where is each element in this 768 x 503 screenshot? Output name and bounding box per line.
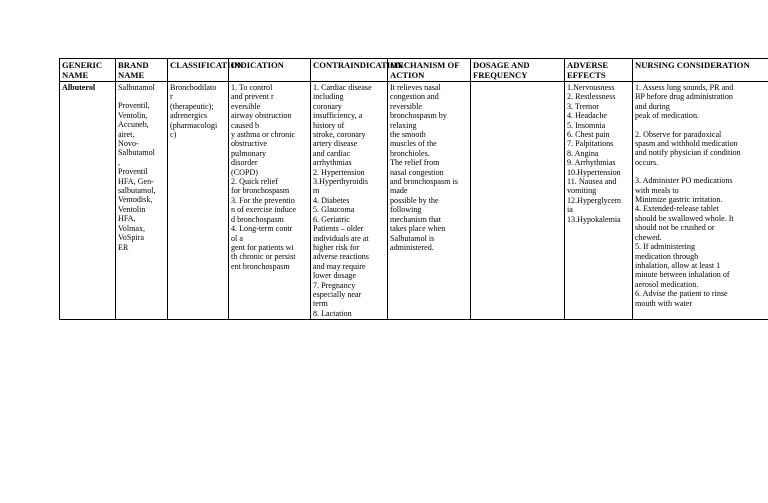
cell-line: the smooth [390,130,426,140]
cell-line: Salbutamol is [390,233,435,243]
cell-line: Salbutamol [118,83,155,92]
cell-line: Minimize gastric irritation. [635,195,723,205]
cell-line: ol a [231,233,243,243]
cell-line: chewed. [635,232,662,242]
cell-line: 7. Pregnancy [313,280,356,290]
cell-line: Ventodisk, [118,195,153,205]
cell-line: stroke, coronary [313,130,366,140]
cell-line: ia [567,205,573,215]
cell-line: following [390,205,422,215]
cell-line: th chronic or persist [231,252,296,262]
header-mechanism: MECHANISM OF ACTION [388,59,471,82]
cell-line: 4. Headache [567,111,607,121]
cell-line: 1.Nervousness [567,83,615,92]
cell-line: with meals to [635,185,679,195]
cell-line: n of exercise induce [231,205,296,215]
cell-line [635,167,768,176]
cell-line: aerosol medication. [635,279,699,289]
cell-line: insufficiency, a [313,111,363,121]
header-brand-name: BRAND NAME [116,59,168,82]
cell-line [635,121,768,130]
cell-line: 2. Hypertension [313,167,365,177]
cell-line: possible by the [390,195,439,205]
cell-line: airet, [118,129,135,139]
header-row [60,59,768,82]
cell-line: (COPD) [231,167,258,177]
cell-line: Ventolin, [118,110,148,120]
cell-line: should be swallowed whole. It [635,213,734,223]
cell-line: VoSpira [118,233,144,243]
cell-line: 10.Hypertension [567,167,621,177]
classification-cell [168,82,229,320]
cell-line: caused b [231,120,260,130]
cell-line: Bronchodilato [170,83,217,92]
header-indication: INDICATION [229,59,311,82]
cell-line: and during [635,101,670,111]
cell-line: 12.Hyperglycem [567,195,622,205]
cell-line: Ventolin [118,204,146,214]
cell-line: takes place when [390,224,446,234]
generic-name-cell [60,82,116,320]
cell-line: 4. Diabetes [313,195,350,205]
cell-line: 5. If administering [635,242,696,252]
cell-line: ER [118,242,129,252]
cell-line: Proventil [118,167,148,177]
cell-line: 2. Observe for paradoxical [635,129,722,139]
cell-line: 2. Quick relief [231,177,278,187]
cell-line: administered. [390,242,434,252]
cell-line: individuals are at [313,233,369,243]
cell-line: eversible [231,101,261,111]
cell-line: airway obstruction [231,111,292,121]
cell-line: 1. Assess lung sounds, PR and [635,83,734,92]
cell-line: The relief from [390,158,440,168]
drug-row [60,82,768,320]
cell-line: term [313,299,328,309]
cell-line: lower dosage [313,271,356,281]
cell-line: and bronchospasm is [390,177,458,187]
cell-line: 8. Lactation [313,308,352,318]
cell-line: d bronchospasm [231,214,284,224]
cell-line: peak of medication. [635,111,700,121]
cell-line: 3. Administer PO medications [635,176,733,186]
cell-line: mouth with water [635,298,693,308]
cell-line: vomiting [567,186,597,196]
cell-line: higher risk for [313,242,360,252]
cell-line: nasal congestion [390,167,444,177]
cell-line: and prevent r [231,92,274,102]
cell-line: 4. Long-term contr [231,224,293,234]
cell-line: (therapeutic); [170,101,214,111]
cell-line: bronchioles. [390,148,430,158]
cell-line: 2. Restlessness [567,92,616,102]
cell-line: 3. Tremor [567,101,599,111]
cell-line: 13.Hypokalemia [567,214,621,224]
cell-line: 6. Chest pain [567,130,610,140]
cell-line: relaxing [390,120,417,130]
cell-line: , [118,157,121,167]
cell-line: congestion and [390,92,439,102]
cell-line: (pharmacologi [170,120,218,130]
cell-line: especially near [313,289,362,299]
cell-line: adrenergics [170,111,208,121]
cell-line: It relieves nasal [390,83,441,92]
cell-line: 1. To control [231,83,273,92]
cell-line: HFA, Gen- [118,176,154,186]
cell-line: obstructive [231,139,267,149]
generic-name: Albuterol [62,83,96,92]
cell-line: minute between inhalation of [635,270,730,280]
drug-study-sheet [59,58,768,320]
cell-line: coronary [313,101,342,111]
cell-line: 4. Extended-release tablet [635,204,719,214]
cell-line: salbutamol, [118,186,156,196]
cell-line: 9. Arrhythmias [567,158,616,168]
brand-name-cell [116,82,168,320]
cell-line: 11. Nausea and [567,177,617,187]
cell-line: reversible [390,101,422,111]
cell-line: history of [313,120,345,130]
cell-line: 6. Advise the patient to rinse [635,289,728,299]
header-nursing-consideration: NURSING CONSIDERATION [633,59,768,82]
cell-line: occurs. [635,157,659,167]
cell-line: muscles of the [390,139,437,149]
cell-line: y asthma or chronic [231,130,296,140]
cell-line: BP before drug administration [635,92,733,102]
cell-line: gent for patients wi [231,242,294,252]
cell-line: mechanism that [390,214,442,224]
cell-line: m [313,186,320,196]
cell-line: Volmax, [118,223,146,233]
cell-line: 3. For the preventio [231,195,295,205]
cell-line: 7. Palpitations [567,139,614,149]
cell-line: and notify physician if condition [635,148,741,158]
cell-line: adverse reactions [313,252,369,262]
header-classification: CLASSIFICATION [168,59,229,82]
cell-line: r [170,92,173,102]
cell-line: 3.Hyperthyroidis [313,177,369,187]
cell-line: 6. Geriatric [313,214,350,224]
contraindication-cell [311,82,388,320]
cell-line: disorder [231,158,258,168]
cell-line: artery disease [313,139,358,149]
cell-line: spasm and withhold medication [635,139,738,149]
cell-line: pulmonary [231,148,267,158]
header-generic-name: GENERIC NAME [60,59,116,82]
dosage-cell [471,82,565,320]
cell-line: ent bronchospasm [231,261,290,271]
cell-line: and cardiac [313,148,351,158]
cell-line: including [313,92,344,102]
cell-line: made [390,186,408,196]
cell-line: 8. Angina [567,148,599,158]
cell-line: for bronchospasm [231,186,290,196]
drug-study-table [59,58,768,320]
cell-line: Patients – older [313,224,364,234]
cell-line: inhalation, allow at least 1 [635,260,721,270]
nursing-cell [633,82,768,320]
cell-line: c) [170,130,177,140]
cell-line: medication through [635,251,699,261]
adverse-effects-cell [565,82,633,320]
cell-line: HFA, [118,214,136,224]
cell-line: 1. Cardiac disease [313,83,372,92]
cell-line: Accuneb, [118,120,149,130]
header-adverse-effects: ADVERSE EFFECTS [565,59,633,82]
cell-line: bronchospasm by [390,111,447,121]
cell-line: and may require [313,261,366,271]
mechanism-cell [388,82,471,320]
cell-line [118,92,165,101]
cell-line: Novo- [118,139,139,149]
cell-line: arrhythmias [313,158,352,168]
header-dosage: DOSAGE AND FREQUENCY [471,59,565,82]
cell-line: Proventil, [118,101,150,111]
header-contraindication: CONTRAINDICATION [311,59,388,82]
cell-line: 5. Glaucoma [313,205,355,215]
cell-line: Salbutamol [118,148,155,158]
indication-cell [229,82,311,320]
cell-line: should not be crushed or [635,223,715,233]
cell-line: 5. Insomnia [567,120,606,130]
